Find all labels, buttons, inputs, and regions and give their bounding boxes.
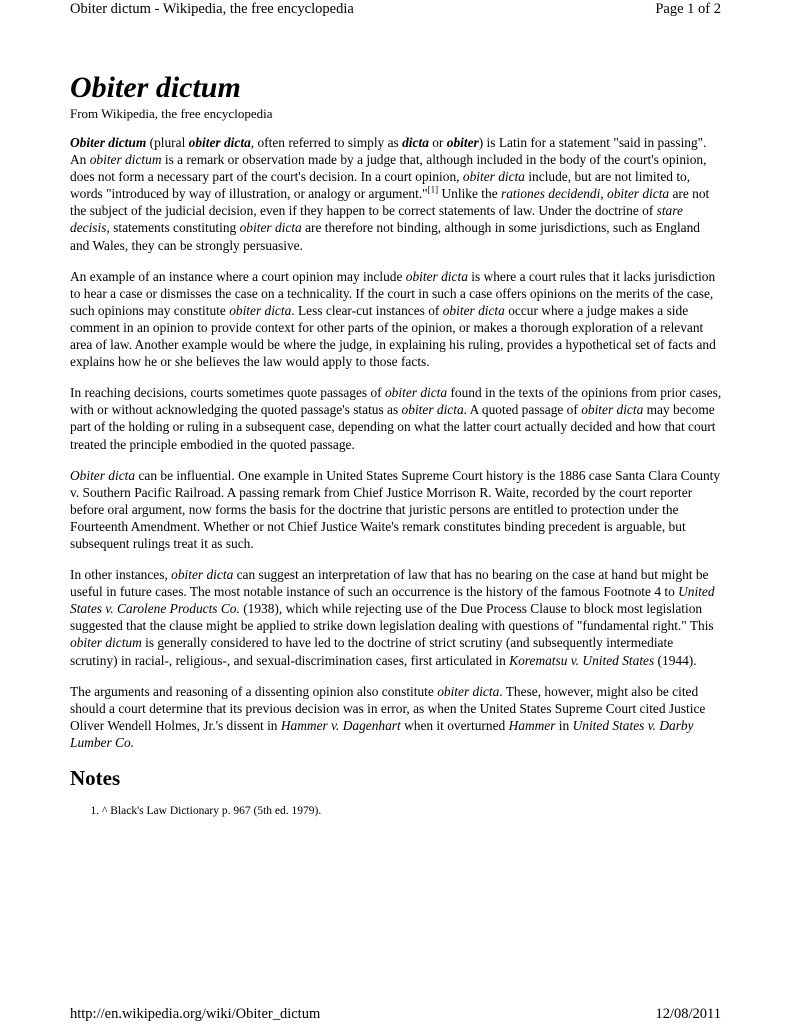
text-run: ,	[600, 186, 608, 202]
citation-link[interactable]: [1]	[427, 184, 439, 195]
text-run: ) is Latin for a statement "said in passing". An	[70, 135, 707, 168]
italic-term: obiter dicta	[239, 220, 302, 236]
italic-term: obiter dictum	[89, 152, 162, 168]
italic-term: obiter dicta	[462, 169, 525, 185]
text-run: is a remark or observation made by a judge that, although included in the body of the court's opinion, does not form a necessary part of the court's decision. In a court opinion,	[70, 152, 707, 185]
italic-term: obiter dicta	[581, 402, 644, 418]
text-run: An example of an instance where a court opinion may include	[70, 268, 406, 284]
text-run: may become part of the holding or ruling in a subsequent case, depending on what the latter court actually decided and how that court treated the principle embodied in the quoted passage.	[70, 402, 716, 452]
text-run: , often referred to simply as	[250, 135, 403, 150]
italic-term: obiter dicta	[401, 402, 464, 418]
note-item[interactable]: 1. ^ Black's Law Dictionary p. 967 (5th ed. 1979).	[102, 803, 722, 819]
italic-term: obiter dicta	[442, 302, 505, 318]
bold-term: obiter dicta	[188, 135, 251, 150]
page-subtitle: From Wikipedia, the free encyclopedia	[70, 106, 273, 121]
paragraph-5	[70, 566, 722, 669]
print-header	[70, 1, 721, 18]
italic-term: obiter dicta	[384, 385, 448, 401]
paragraph-1	[70, 134, 722, 254]
header-page-number: Page 1 of 2	[655, 1, 721, 17]
text-run: In other instances,	[70, 567, 172, 583]
text-run: found in the texts of the opinions from prior cases, with or without acknowledging the quoted passage's status as	[70, 385, 722, 418]
text-run: (1938), which while rejecting use of the Due Process Clause to block most legislation suggested that the clause might be applied to strike down legislation dealing with questions of "fundamental right." This	[70, 601, 714, 634]
text-run: . Less clear-cut instances of	[291, 302, 443, 318]
text-run: can be influential. One example in United States Supreme Court history is the 1886 case Santa Clara County v. Southern Pacific Railroad. A passing remark from Chief Justice Morrison R. Waite, recorded by the court reporter before oral argument, now forms the basis for the doctrine that juristic persons are entitled to protection under the Fourteenth Amendment. Whether or not Chief Justice Waite's remark constitutes binding precedent is arguable, but subsequent rulings treat it as such.	[70, 467, 721, 551]
text-run: or	[428, 135, 447, 150]
italic-term: stare decisis	[70, 203, 683, 236]
article	[70, 70, 722, 819]
text-run: in	[555, 717, 573, 733]
italic-term: United States v. Darby Lumber Co.	[70, 717, 694, 750]
italic-term: rationes decidendi	[501, 186, 601, 202]
paragraph-4	[70, 467, 722, 552]
italic-term: Obiter dicta	[70, 467, 136, 483]
bold-term: dicta	[402, 135, 429, 150]
text-run: , statements constituting	[106, 220, 240, 236]
text-run: occur where a judge makes a side comment in an opinion to provide context for other parts of the opinion, or makes a thorough exploration of a relevant area of law. Another example would be where the judge, in explaining his ruling, provides a hypothetical set of facts and explains how he or she believes the law would apply to those facts.	[70, 302, 716, 370]
italic-term: obiter dicta	[171, 567, 234, 583]
paragraph-2	[70, 268, 722, 371]
text-run: is where a court rules that it lacks jurisdiction to hear a case or dismisses the case on a technicality. If the court in such a case offers opinions on the merits of the case, such opinions may constitute	[70, 268, 716, 318]
italic-term: United States v. Carolene Products Co.	[70, 584, 715, 617]
text-run: The arguments and reasoning of a dissenting opinion also constitute	[70, 683, 438, 699]
bold-term: Obiter dictum	[70, 135, 147, 150]
paragraph-6	[70, 683, 722, 751]
header-title: Obiter dictum - Wikipedia, the free encyclopedia	[70, 1, 354, 17]
italic-term: obiter dicta	[229, 302, 292, 318]
text-run: can suggest an interpretation of law that has no bearing on the case at hand but might be useful in future cases. The most notable instance of such an occurrence is the history of the famous Footnote 4 to	[70, 567, 709, 600]
text-run: (1944).	[654, 652, 697, 668]
italic-term: obiter dicta	[405, 268, 468, 284]
bold-term: obiter	[446, 135, 479, 150]
italic-term: obiter dicta	[607, 186, 670, 202]
italic-term: obiter dictum	[70, 635, 142, 651]
paragraph-3	[70, 384, 722, 452]
text-run: . A quoted passage of	[463, 402, 582, 418]
text-run: are therefore not binding, although in some jurisdictions, such as England and Wales, they can be strongly persuasive.	[70, 220, 701, 253]
text-run: In reaching decisions, courts sometimes quote passages of	[70, 385, 385, 401]
italic-term: Hammer	[508, 717, 556, 733]
text-run: (plural	[146, 135, 189, 150]
text-run: Unlike the	[438, 186, 502, 202]
italic-term: Korematsu v. United States	[509, 652, 655, 668]
text-run: include, but are not limited to, words "introduced by way of illustration, or analogy or argument."	[70, 169, 691, 202]
text-run: . These, however, might also be cited should a court determine that its previous decision was in error, as when the United States Supreme Court cited Justice Oliver Wendell Holmes, Jr.'s dissent in	[70, 683, 706, 733]
text-run: when it overturned	[400, 717, 509, 733]
footer-date: 12/08/2011	[655, 1006, 721, 1022]
page-title: Obiter dictum	[70, 71, 241, 104]
italic-term: Hammer v. Dagenhart	[280, 717, 401, 733]
footer-url[interactable]: http://en.wikipedia.org/wiki/Obiter_dictum	[70, 1006, 321, 1022]
italic-term: obiter dicta	[437, 683, 500, 699]
text-run: are not the subject of the judicial decision, even if they happen to be correct statements of law. Under the doctrine of	[70, 186, 710, 219]
notes-heading: Notes	[70, 766, 121, 790]
print-footer	[70, 1006, 721, 1023]
notes-list	[70, 803, 722, 819]
text-run: is generally considered to have led to the doctrine of strict scrutiny (and subsequently intermediate scrutiny) in racial-, religious-, and sexual-discrimination cases, first articulated in	[70, 635, 674, 668]
